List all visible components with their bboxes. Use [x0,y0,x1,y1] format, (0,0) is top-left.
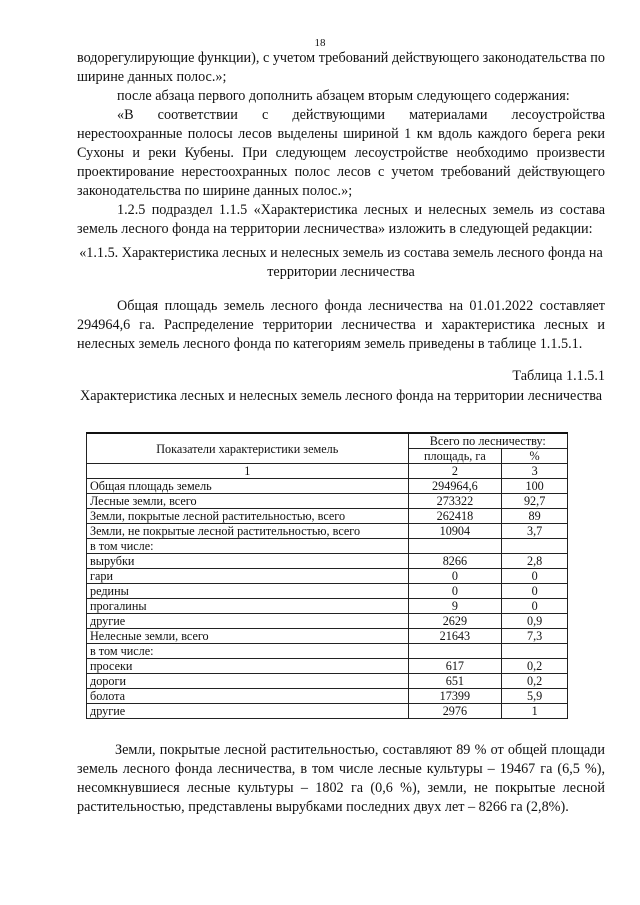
row-percent: 1 [502,704,568,719]
table-column-number: 3 [502,464,568,479]
row-area: 617 [408,659,502,674]
row-area: 10904 [408,524,502,539]
row-area: 651 [408,674,502,689]
table-header-area: площадь, га [408,449,502,464]
row-label: другие [87,614,409,629]
table-column-number: 2 [408,464,502,479]
row-percent: 92,7 [502,494,568,509]
row-area [408,644,502,659]
row-label: Земли, покрытые лесной растительностью, всего [87,509,409,524]
intro-text [77,49,605,239]
table-row [87,569,568,584]
table-row [87,554,568,569]
intro-paragraph: «В соответствии с действующими материалами лесоустройства нерестоохранные полосы лесов выделены шириной 1 км вдоль каждого берега реки Сухоны и реки Кубены. При следующем лесоустройстве необходимо произвести проектирование нерестоохранных полос лесов с учетом требований действующего законодательства по ширине данных полос.»; [77,107,605,199]
row-label: прогалины [87,599,409,614]
page-number: 18 [314,37,326,49]
row-label: Нелесные земли, всего [87,629,409,644]
row-percent: 89 [502,509,568,524]
table-row [87,704,568,719]
table-row [87,689,568,704]
row-area: 17399 [408,689,502,704]
row-percent: 7,3 [502,629,568,644]
row-label: другие [87,704,409,719]
row-label: в том числе: [87,539,409,554]
row-percent: 0 [502,599,568,614]
table-row [87,539,568,554]
row-label: Лесные земли, всего [87,494,409,509]
conclusion-paragraph [77,741,605,817]
table-row [87,584,568,599]
row-area: 2976 [408,704,502,719]
row-area: 294964,6 [408,479,502,494]
row-percent: 0,2 [502,659,568,674]
row-area: 21643 [408,629,502,644]
conclusion-text: Земли, покрытые лесной растительностью, составляют 89 % от общей площади земель лесного фонда лесничества, в том числе лесные культуры – 19467 га (6,5 %), несомкнувшиеся лесные культуры – 1802 га (0,6 %), земли, не покрытые лесной растительностью, представлены вырубками последних двух лет – 8266 га (2,8%). [77,742,605,815]
row-percent: 0,2 [502,674,568,689]
row-area: 9 [408,599,502,614]
land-characteristics-table [86,432,568,719]
table-column-number: 1 [87,464,409,479]
table-body [87,479,568,719]
intro-paragraph: после абзаца первого дополнить абзацем вторым следующего содержания: [117,88,570,104]
table-row [87,524,568,539]
row-percent: 5,9 [502,689,568,704]
row-label: болота [87,689,409,704]
table-row [87,644,568,659]
table-title: Характеристика лесных и нелесных земель лесного фонда на территории лесничества [79,388,603,404]
row-area: 8266 [408,554,502,569]
intro-paragraph: водорегулирующие функции), с учетом требований действующего законодательства по ширине данных полос.»; [77,50,605,85]
table-row [87,614,568,629]
row-area: 262418 [408,509,502,524]
section-title: «1.1.5. Характеристика лесных и нелесных земель из состава земель лесного фонда на территории лесничества [79,245,603,280]
table-row [87,674,568,689]
table-header-total: Всего по лесничеству: [408,433,567,449]
row-percent: 0 [502,569,568,584]
table-label: Таблица 1.1.5.1 [512,368,605,384]
row-percent [502,539,568,554]
row-area: 273322 [408,494,502,509]
row-label: в том числе: [87,644,409,659]
row-percent: 100 [502,479,568,494]
intro-paragraph: 1.2.5 подраздел 1.1.5 «Характеристика лесных и нелесных земель из состава земель лесного фонда на территории лесничества» изложить в следующей редакции: [77,202,605,237]
table-row [87,599,568,614]
table-row [87,629,568,644]
area-paragraph: Общая площадь земель лесного фонда лесничества на 01.01.2022 составляет 294964,6 га. Распределение территории лесничества и характеристика лесных и нелесных земель лесного фонда по категориям земель приведены в таблице 1.1.5.1. [77,298,605,352]
table-row [87,479,568,494]
table-row [87,494,568,509]
row-label: вырубки [87,554,409,569]
row-percent [502,644,568,659]
row-label: гари [87,569,409,584]
table-row [87,509,568,524]
row-area [408,539,502,554]
row-label: редины [87,584,409,599]
row-label: дороги [87,674,409,689]
row-area: 0 [408,584,502,599]
row-percent: 0 [502,584,568,599]
row-label: просеки [87,659,409,674]
row-label: Общая площадь земель [87,479,409,494]
row-percent: 3,7 [502,524,568,539]
row-label: Земли, не покрытые лесной растительностью, всего [87,524,409,539]
row-area: 2629 [408,614,502,629]
table-header-percent: % [502,449,568,464]
table-header-indicators: Показатели характеристики земель [87,433,409,464]
row-percent: 2,8 [502,554,568,569]
row-area: 0 [408,569,502,584]
table-row [87,659,568,674]
row-percent: 0,9 [502,614,568,629]
